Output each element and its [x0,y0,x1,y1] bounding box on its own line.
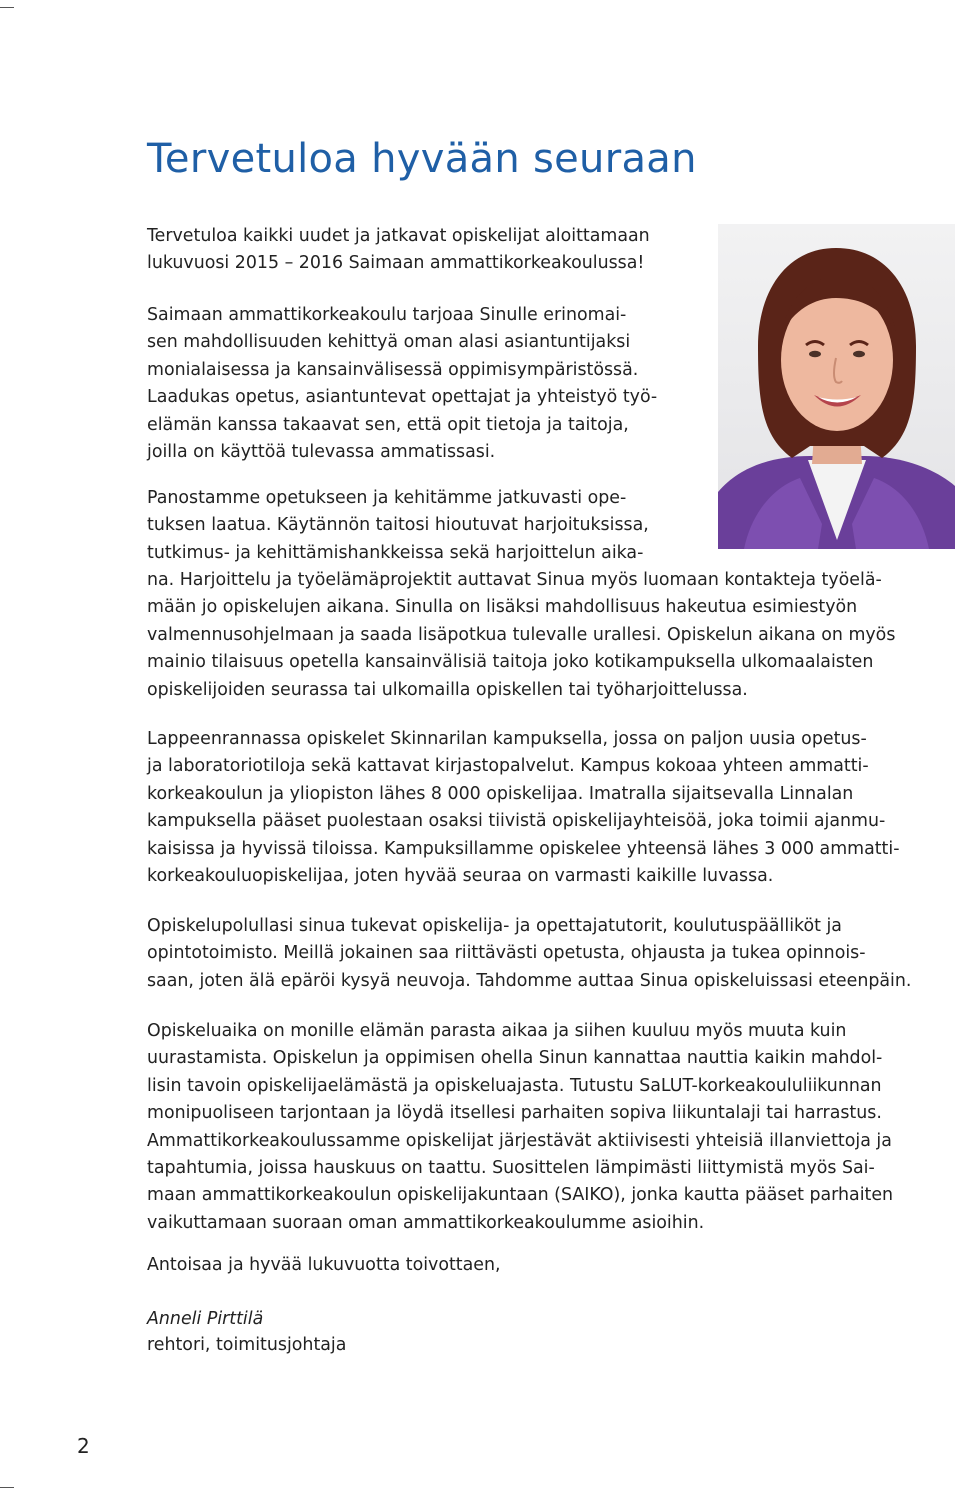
text-line: lisin tavoin opiskelijaelämästä ja opiskeluajasta. Tutustu SaLUT-korkeakoululiikunnan [147,1075,882,1096]
text-line: Laadukas opetus, asiantuntevat opettajat ja yhteistyö työ- [147,387,658,408]
text-line: Panostamme opetukseen ja kehitämme jatkuvasti ope- [147,488,627,508]
text-line: Ammattikorkeakoulussamme opiskelijat järjestävät aktiivisesti yhteisiä illanviettoja ja [147,1130,892,1151]
text-line: lukuvuosi 2015 – 2016 Saimaan ammattikorkeakoulussa! [147,253,645,274]
text-line: monipuoliseen tarjontaan ja löydä itsellesi parhaiten sopiva liikuntalaji tai harrastus. [147,1103,882,1124]
text-line: Opiskelupolullasi sinua tukevat opiskelija- ja opettajatutorit, koulutuspäälliköt ja [147,916,842,936]
text-line: Lappeenrannassa opiskelet Skinnarilan kampuksella, jossa on paljon uusia opetus- [147,729,867,749]
student-life-paragraph [147,1018,955,1237]
teaching-paragraph-start [147,485,699,567]
text-line: valmennusohjelmaan ja saada lisäpotkua tulevalle urallesi. Opiskelun aikana on myös [147,624,896,645]
page-title: Tervetuloa hyvään seuraan [147,136,697,182]
text-line: mään jo opiskelujen aikana. Sinulla on lisäksi mahdollisuus hakeutua esimiestyön [147,597,858,618]
teaching-paragraph-rest [147,567,955,704]
text-line: vaikuttamaan suoraan oman ammattikorkeakoulumme asioihin. [147,1212,705,1233]
offer-paragraph [147,302,699,466]
text-line: tuksen laatua. Käytännön taitosi hioutuvat harjoituksissa, [147,515,649,536]
text-line: kaisissa ja hyvissä tiloissa. Kampuksillamme opiskelee yhteensä lähes 3 000 ammatti- [147,838,900,859]
text-line: tapahtumia, joissa hauskuus on taattu. Suosittelen lämpimästi liittymistä myös Sai- [147,1158,875,1179]
text-line: saan, joten älä epäröi kysyä neuvoja. Tahdomme auttaa Sinua opiskeluissasi eteenpäin. [147,970,912,991]
text-line: sen mahdollisuuden kehittyä oman alasi asiantuntijaksi [147,332,631,353]
text-line: Saimaan ammattikorkeakoulu tarjoaa Sinulle erinomai- [147,305,627,325]
text-line: korkeakouluopiskelijaa, joten hyvää seuraa on varmasti kaikille luvassa. [147,866,774,887]
text-line: Opiskeluaika on monille elämän parasta aikaa ja siihen kuuluu myös muuta kuin [147,1021,847,1041]
text-line: monialaisessa ja kansainvälisessä oppimisympäristössä. [147,359,639,380]
crop-mark-bottom [0,1487,14,1488]
text-line: na. Harjoittelu ja työelämäprojektit auttavat Sinua myös luomaan kontakteja työelä- [147,570,882,590]
text-line: ja laboratoriotiloja sekä kattavat kirjastopalvelut. Kampus kokoaa yhteen ammatti- [147,756,869,777]
portrait-photo [718,224,955,549]
text-line: mainio tilaisuus opetella kansainvälisiä taitoja joko kotikampuksella ulkomaalaisten [147,652,874,673]
text-line: maan ammattikorkeakoulun opiskelijakuntaan (SAIKO), jonka kautta pääset parhaiten [147,1185,894,1206]
closing-greeting: Antoisaa ja hyvää lukuvuotta toivottaen, [147,1255,501,1275]
signature-title: rehtori, toimitusjohtaja [147,1335,347,1355]
text-line: opiskelijoiden seurassa tai ulkomailla opiskellen tai työharjoittelussa. [147,679,748,700]
campus-paragraph [147,726,955,890]
text-line: tutkimus- ja kehittämishankkeissa sekä harjoittelun aika- [147,542,644,563]
text-line: korkeakoulun ja yliopiston lähes 8 000 opiskelijaa. Imatralla sijaitsevalla Linnalan [147,783,854,804]
text-line: Tervetuloa kaikki uudet ja jatkavat opiskelijat aloittamaan [147,226,650,246]
signature-name: Anneli Pirttilä [147,1309,264,1329]
support-paragraph [147,913,955,995]
page-number: 2 [77,1434,90,1458]
text-line: elämän kanssa takaavat sen, että opit tietoja ja taitoja, [147,414,629,435]
text-line: opintotoimisto. Meillä jokainen saa riittävästi opetusta, ohjausta ja tukea opinnois- [147,943,866,964]
intro-paragraph [147,223,699,278]
text-line: kampuksella pääset puolestaan osaksi tiivistä opiskelijayhteisöä, joka toimii ajanmu- [147,811,886,832]
text-line: uurastamista. Opiskelun ja oppimisen ohella Sinun kannattaa nauttia kaikin mahdol- [147,1048,883,1069]
crop-mark-top [0,7,14,8]
text-line: joilla on käyttöä tulevassa ammatissasi. [147,442,496,463]
